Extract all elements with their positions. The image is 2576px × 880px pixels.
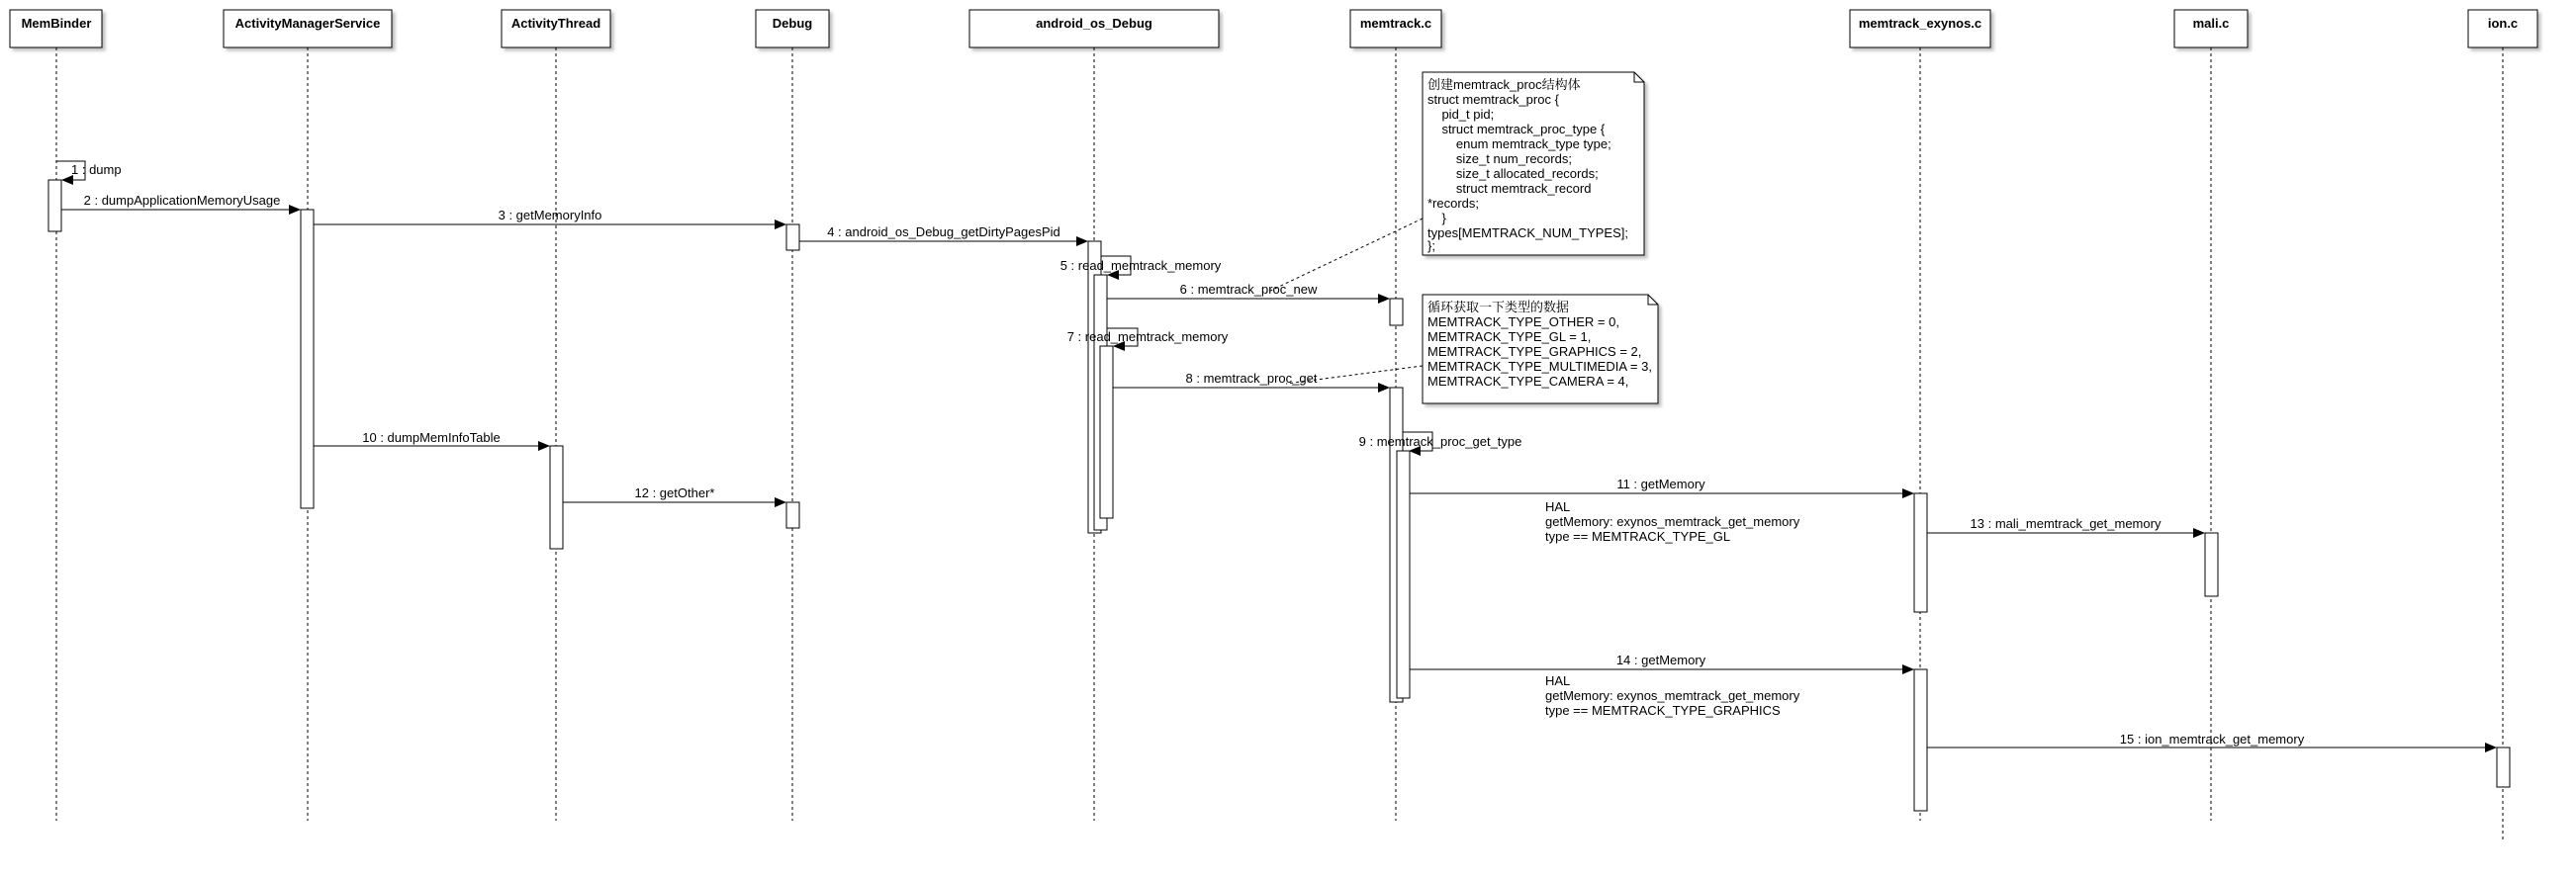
note-struct-line: size_t allocated_records;: [1427, 166, 1599, 181]
hal-graphics-line: type == MEMTRACK_TYPE_GRAPHICS: [1545, 703, 1781, 718]
participant-debug[interactable]: [756, 10, 829, 47]
note-types-line: MEMTRACK_TYPE_GL = 1,: [1427, 329, 1592, 344]
note-struct-line: size_t num_records;: [1427, 151, 1572, 166]
participant-label: MemBinder: [21, 16, 92, 31]
note-struct-line: }: [1427, 211, 1446, 225]
hal-gl-line: HAL: [1545, 499, 1571, 514]
activation-memtrack: [1397, 451, 1410, 698]
note-types-line: MEMTRACK_TYPE_GRAPHICS = 2,: [1427, 344, 1642, 359]
message-label: 12 : getOther*: [634, 485, 715, 500]
participant-membinder[interactable]: [10, 10, 102, 47]
message-label: 10 : dumpMemInfoTable: [362, 430, 501, 445]
note-types-line: 循环获取一下类型的数据: [1427, 300, 1570, 314]
activation-memtrack-exynos: [1914, 669, 1927, 811]
note-hal-graphics: [1545, 673, 1800, 718]
note-struct-line: pid_t pid;: [1427, 107, 1495, 122]
participant-label: mali.c: [2192, 16, 2230, 31]
participant-ams[interactable]: [224, 10, 392, 47]
message-label: 14 : getMemory: [1615, 653, 1706, 667]
message-label: 7 : read_memtrack_memory: [1066, 329, 1229, 344]
message-label: 3 : getMemoryInfo: [498, 208, 602, 222]
message-label: 5 : read_memtrack_memory: [1059, 258, 1222, 273]
note-types: [1423, 295, 1658, 403]
note-struct: [1423, 72, 1644, 255]
hal-gl-line: getMemory: exynos_memtrack_get_memory: [1545, 514, 1800, 529]
messages: [56, 161, 2497, 752]
participant-label: android_os_Debug: [1036, 16, 1152, 31]
activation-mali: [2205, 533, 2218, 596]
message-label: 9 : memtrack_proc_get_type: [1358, 434, 1522, 449]
hal-gl-line: type == MEMTRACK_TYPE_GL: [1545, 529, 1731, 544]
activation-debug: [786, 502, 799, 528]
note-struct-line: enum memtrack_type type;: [1427, 136, 1611, 151]
activation-activitythread: [550, 446, 563, 549]
note-types-line: MEMTRACK_TYPE_CAMERA = 4,: [1427, 374, 1629, 389]
note-struct-line: struct memtrack_proc_type {: [1427, 122, 1606, 136]
participant-memtrack-exynos[interactable]: [1850, 10, 1990, 47]
participant-android-os-debug[interactable]: [969, 10, 1219, 47]
message-label: 11 : getMemory: [1616, 477, 1705, 491]
participant-label: ActivityThread: [510, 16, 601, 31]
activation-memtrack-exynos: [1914, 493, 1927, 612]
hal-graphics-line: getMemory: exynos_memtrack_get_memory: [1545, 688, 1800, 703]
message-label: 15 : ion_memtrack_get_memory: [2119, 732, 2305, 747]
participants: [10, 10, 2537, 47]
message-label: 6 : memtrack_proc_new: [1179, 282, 1318, 297]
note-struct-line: struct memtrack_record: [1427, 181, 1592, 196]
message-label: 13 : mali_memtrack_get_memory: [1970, 516, 2162, 531]
note-struct-line: types[MEMTRACK_NUM_TYPES];: [1427, 225, 1628, 240]
activation-android-os-debug: [1100, 346, 1113, 518]
activation-membinder: [48, 180, 61, 231]
participant-label: ion.c: [2487, 16, 2519, 31]
message-label: 8 : memtrack_proc_get: [1185, 371, 1318, 386]
note-struct-line: *records;: [1427, 196, 1480, 211]
participant-ion[interactable]: [2468, 10, 2537, 47]
message-label: 2 : dumpApplicationMemoryUsage: [83, 193, 281, 208]
activations: [48, 180, 2510, 811]
note-struct-line: struct memtrack_proc {: [1427, 92, 1559, 107]
participant-label: memtrack_exynos.c: [1858, 16, 1982, 31]
participant-activitythread[interactable]: [502, 10, 610, 47]
participant-label: ActivityManagerService: [234, 16, 381, 31]
participant-label: Debug: [772, 16, 813, 31]
note-hal-gl: [1545, 499, 1800, 544]
message-labels: [71, 162, 2305, 747]
activation-ams: [301, 210, 314, 508]
activation-ion: [2497, 748, 2510, 787]
participant-memtrack[interactable]: [1350, 10, 1441, 47]
note-types-line: MEMTRACK_TYPE_OTHER = 0,: [1427, 314, 1619, 329]
message-label: 1 : dump: [71, 162, 122, 177]
participant-mali[interactable]: [2174, 10, 2248, 47]
note-types-line: MEMTRACK_TYPE_MULTIMEDIA = 3,: [1427, 359, 1652, 374]
participant-label: memtrack.c: [1359, 16, 1432, 31]
note-struct-line: 创建memtrack_proc结构体: [1427, 77, 1581, 92]
message-label: 4 : android_os_Debug_getDirtyPagesPid: [827, 224, 1060, 239]
activation-memtrack: [1390, 299, 1403, 325]
note-struct-line: };: [1427, 238, 1435, 253]
activation-debug: [786, 224, 799, 250]
hal-graphics-line: HAL: [1545, 673, 1571, 688]
